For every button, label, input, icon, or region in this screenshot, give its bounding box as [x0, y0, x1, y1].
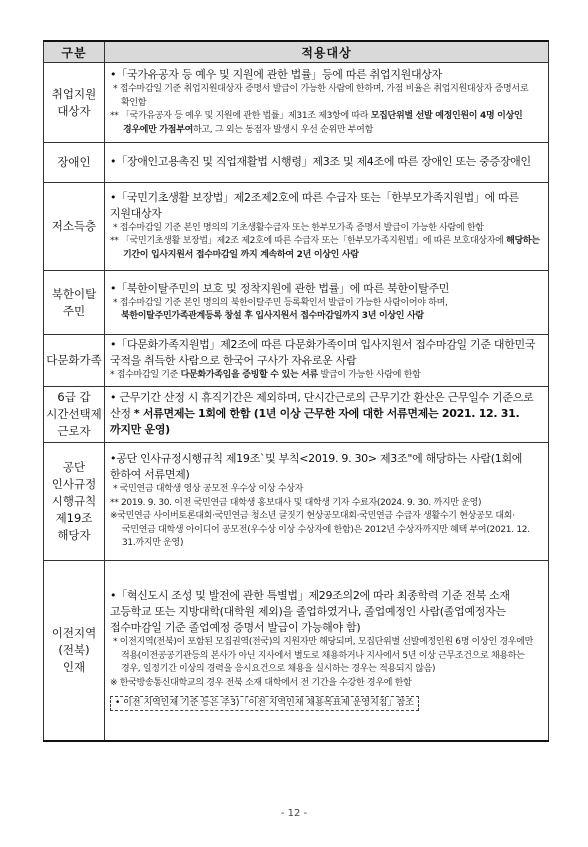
- note-bold: 다문화가족임을 증빙할 수 있는 서류: [180, 370, 318, 381]
- table-row: [44, 183, 549, 271]
- note-line: ※ 한국방송통신대학교의 경우 전북 소재 대학에서 전 기간을 수강한 경우에 한함: [110, 677, 412, 688]
- table-row: [44, 271, 549, 335]
- row-content: [105, 561, 549, 741]
- note-line: [110, 110, 544, 137]
- row-content: [105, 387, 549, 443]
- note-line: ** 2019. 9. 30. 이전 국민연금 대학생 홍보대사 및 대학생 기자 수료자(2024. 9. 30. 까지만 운영): [110, 497, 482, 508]
- table-row: [44, 63, 549, 143]
- table-header-row: [44, 41, 549, 63]
- note-text: * 접수마감일 기준 본인 명의의 북한이탈주민 등록확인서 발급이 가능한 사람이어야 하며,: [113, 297, 448, 308]
- table-row: [44, 143, 549, 183]
- bullet-line: •「장애인고용촉진 및 직업재활법 시행령」제3조 및 제4조에 따른 장애인 또는 중증장애인: [110, 155, 531, 168]
- header-category: 구분: [44, 41, 105, 63]
- bullet-line: •공단 인사규정시행규칙 제19조`및 부칙<2019. 9. 30> 제3조"에 해당하는 사람(1회에 한하여 서류면제): [110, 452, 523, 482]
- bullet-line: •「국민기초생활 보장법」제2조제2호에 따른 수급자 또는「한부모가족지원법」에 따른 지원대상자: [110, 190, 519, 220]
- page-number: - 12 -: [280, 808, 308, 819]
- bullet-line: [110, 390, 544, 438]
- table-row: [44, 335, 549, 387]
- row-category: 취업지원 대상자: [44, 63, 105, 143]
- reference-box: • 이전 지역인재 기준 등은 주3)「이전 지역인재 채용목표제 운영지침」참조: [110, 696, 419, 711]
- header-target: 적용대상: [105, 41, 549, 63]
- bullet-text: • 근무기간 산정 시 휴직기간은 제외하며, 단시간근로의 근무기간 환산은 근무일수 기준으로 산정: [110, 391, 534, 420]
- bullet-line: •「다문화가족지원법」제2조에 따른 다문화가족이며 입사지원서 접수마감일 기준 대한민국 국적을 취득한 사람으로 한국어 구사가 자유로운 사람: [110, 338, 536, 368]
- note-line: [110, 297, 544, 324]
- bullet-line: •「혁신도시 조성 및 발전에 관한 특별법」제29조의2에 따라 최종학력 기준 전북 소재 고등학교 또는 지방대학(대학원 제외)을 졸업하였거나, 졸업예정인 사람(졸업예정자는 접수마감일 기준 졸업예정 증명서 발급이 가능해야 함): [110, 589, 510, 635]
- row-content: [105, 335, 549, 387]
- note-line: [110, 235, 544, 262]
- row-category: 공단 인사규정 시행규칙 제19조 해당자: [44, 443, 105, 561]
- table-row: [44, 387, 549, 443]
- note-bold: 모집단위별 선발 예정인원이 4명 이상인 경우에만 가점부여: [123, 111, 523, 135]
- note-bold: 북한이탈주민가족관계등록 창설 후 입사지원서 접수마감일까지 3년 이상인 사람: [121, 311, 424, 321]
- row-category: 저소득층: [44, 183, 105, 271]
- note-line: ※국민연금 사이버토론대회·국민연금 청소년 글짓기 현상공모대회·국민연금 수급자 생활수기 현상공모 대회·국민연금 대학생 아이디어 공모전(우수상 이상 수상자에 한함)은 2012년 수상자까지만 혜택 부여(2021. 12. 31.까지만 운영): [110, 511, 530, 549]
- note-line: * 접수마감일 기준 본인 명의의 기초생활수급자 또는 한부모가족 증명서 발급이 가능한 사람에 한함: [113, 222, 484, 233]
- note-line: * 이전지역(전북)이 포함된 모집권역(전국)의 지원자만 해당되며, 모집단위별 선발예정인원 6명 이상인 경우에만 적용(이전공공기관등의 본사가 아닌 지사에서 별도로 채용하거나 지사에서 5년 이상 근무조건으로 채용하는 경우, 일정기간 이상의 경력을 응시요건으로 채용을 실시하는 경우는 적용되지 않음): [113, 637, 533, 675]
- bullet-line: •「북한이탈주민의 보호 및 정착지원에 관한 법률」에 따른 북한이탈주민: [110, 281, 450, 295]
- note-text: ** 「국가유공자 등 예우 및 지원에 관한 법률」제31조 제3항에 따라: [110, 111, 371, 121]
- row-content: [105, 443, 549, 561]
- row-content: [105, 143, 549, 183]
- eligibility-table: [43, 40, 549, 742]
- note-text: * 접수마감일 기준: [110, 370, 181, 381]
- note-text: 발급이 가능한 사람에 한함: [317, 370, 421, 381]
- row-category: 6급 갑 시간선택제 근로자: [44, 387, 105, 443]
- row-category: 장애인: [44, 143, 105, 183]
- note-text: ** 「국민기초생활 보장법」제2조 제2호에 따른 수급자 또는「한부모가족지원법」에 따른 보호대상자에: [110, 236, 507, 247]
- row-content: [105, 183, 549, 271]
- note-line: * 국민연금 대학생 영상 공모전 우수상 이상 수상자: [113, 484, 304, 495]
- row-category: 이전지역 (전북) 인재: [44, 561, 105, 741]
- note-bold: 해당하는 기간이 입사지원서 접수마감일 까지 계속하여 2년 이상인 사람: [123, 236, 540, 260]
- row-content: [105, 63, 549, 143]
- row-category: 다문화가족: [44, 335, 105, 387]
- note-line: * 접수마감일 기준 취업지원대상자 증명서 발급이 가능한 사람에 한하며, 가점 비율은 취업지원대상자 증명서로 확인함: [113, 84, 529, 108]
- bullet-line: •「국가유공자 등 예우 및 지원에 관한 법률」등에 따른 취업지원대상자: [110, 68, 442, 81]
- row-content: [105, 271, 549, 335]
- bullet-bold: * 서류면제는 1회에 한함 (1년 이상 근무한 자에 대한 서류면제는 2021. 12. 31.까지만 운영): [110, 407, 520, 436]
- note-line: [110, 369, 544, 383]
- note-text: 하고, 그 외는 동점자 발생시 우선 순위만 부여함: [193, 124, 373, 135]
- row-category: 북한이탈 주민: [44, 271, 105, 335]
- table-row: [44, 561, 549, 741]
- table-row: [44, 443, 549, 561]
